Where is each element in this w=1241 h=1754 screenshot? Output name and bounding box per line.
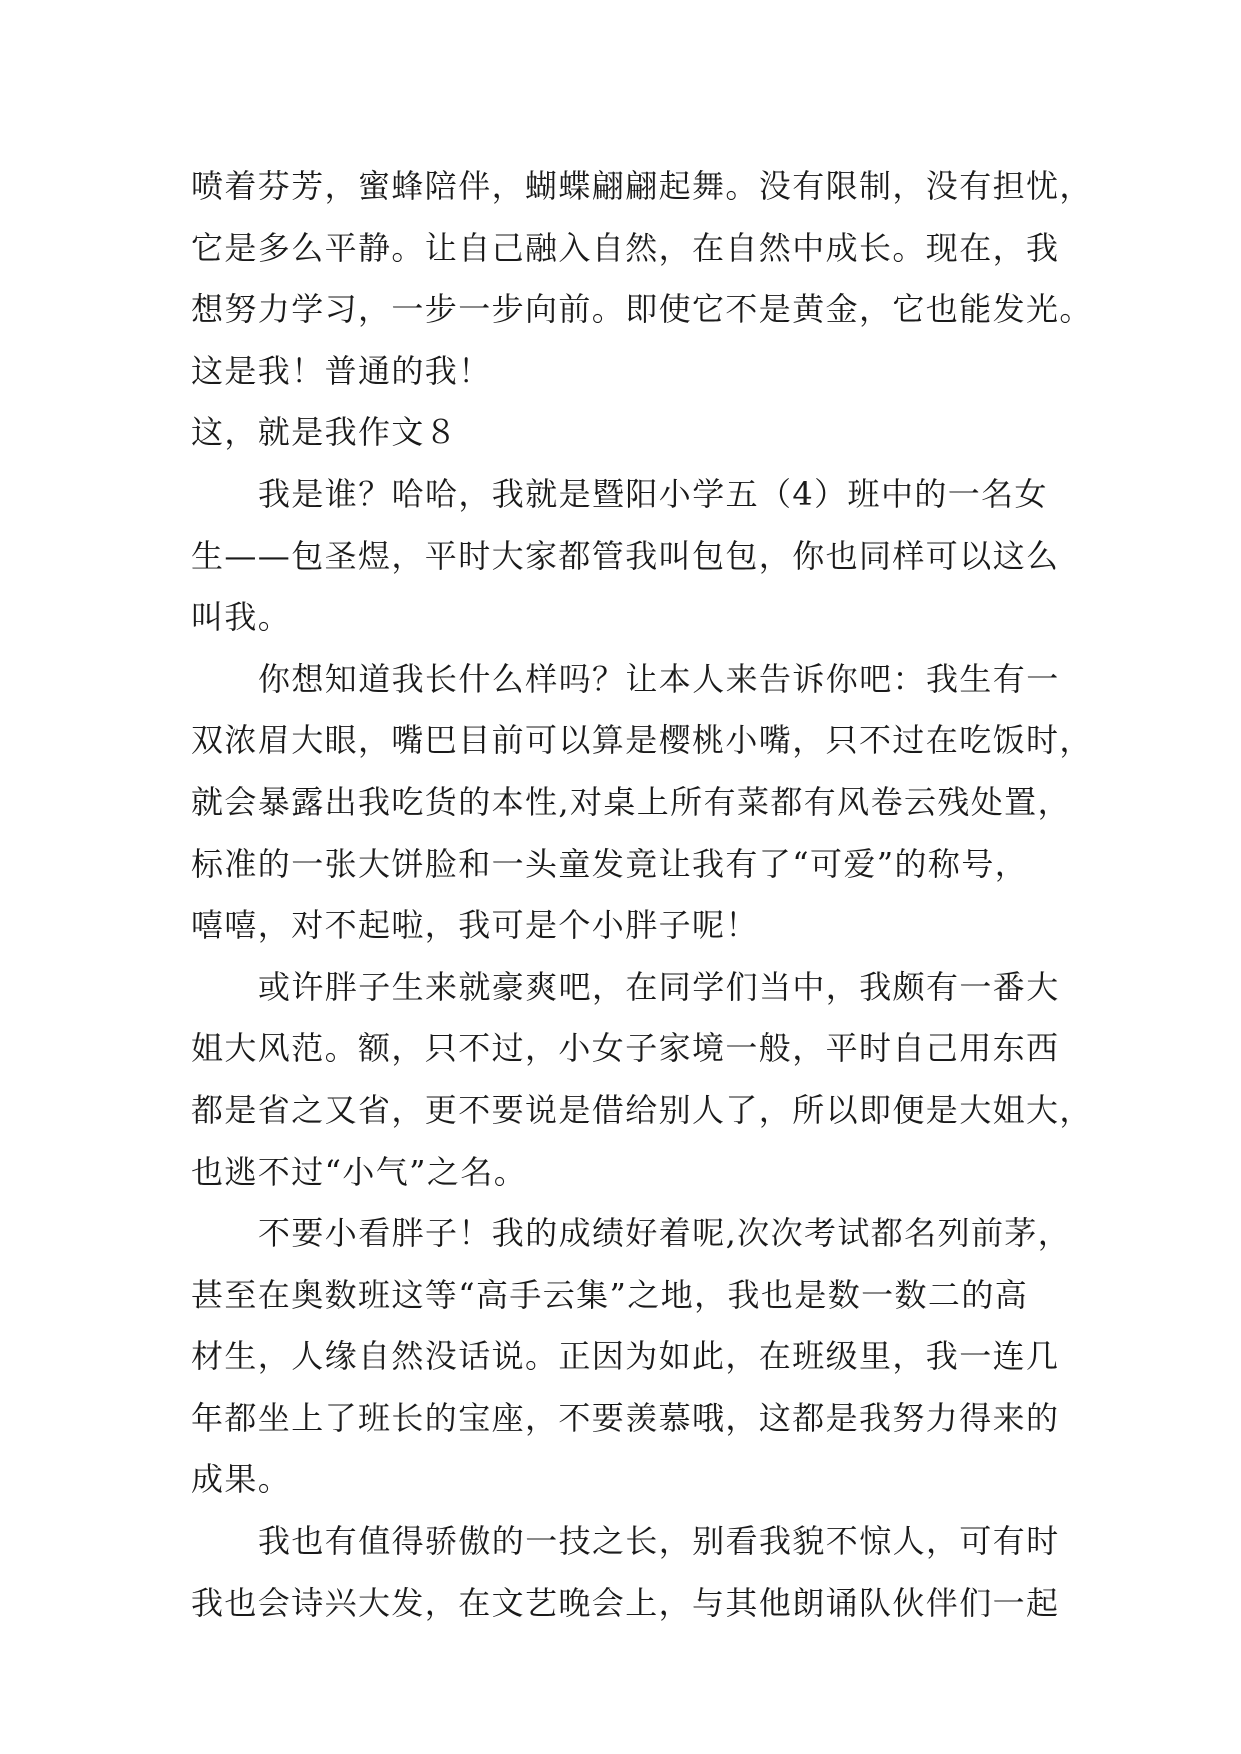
text-line: 也逃不过“小气”之名。 — [191, 1152, 528, 1191]
text-line: 材生，人缘自然没话说。正因为如此，在班级里，我一连几 — [191, 1337, 1060, 1376]
paragraph-first-line: 或许胖子生来就豪爽吧，在同学们当中，我颇有一番大 — [258, 967, 1060, 1006]
text-line: 嘻嘻，对不起啦，我可是个小胖子呢！ — [191, 906, 759, 945]
text-line: 年都坐上了班长的宝座，不要羡慕哦，这都是我努力得来的 — [191, 1398, 1060, 1437]
text-line: 这是我！普通的我！ — [191, 351, 492, 390]
text-line: 喷着芬芳，蜜蜂陪伴，蝴蝶翩翩起舞。没有限制，没有担忧， — [191, 167, 1093, 205]
paragraph-first-line: 你想知道我长什么样吗？让本人来告诉你吧：我生有一 — [258, 659, 1060, 698]
text-line: 生——包圣煜，平时大家都管我叫包包，你也同样可以这么 — [191, 536, 1060, 575]
text-line: 都是省之又省，更不要说是借给别人了，所以即便是大姐大， — [191, 1090, 1093, 1129]
text-line: 就会暴露出我吃货的本性,对桌上所有菜都有风卷云残处置， — [191, 782, 1071, 821]
document-body — [191, 156, 1093, 1634]
text-line: 它是多么平静。让自己融入自然，在自然中成长。现在，我 — [191, 228, 1060, 267]
text-line: 我也会诗兴大发，在文艺晚会上，与其他朗诵队伙伴们一起 — [191, 1583, 1060, 1622]
section-heading: 这，就是我作文８ — [191, 413, 459, 452]
text-line: 想努力学习，一步一步向前。即使它不是黄金，它也能发光。 — [191, 290, 1093, 329]
paragraph-first-line: 我是谁？哈哈，我就是暨阳小学五（4）班中的一名女 — [258, 474, 1048, 513]
text-line: 标准的一张大饼脸和一头童发竟让我有了“可爱”的称号， — [191, 844, 1029, 883]
text-line: 成果。 — [191, 1460, 292, 1499]
text-line: 甚至在奥数班这等“高手云集”之地，我也是数一数二的高 — [191, 1275, 1029, 1314]
paragraph-first-line: 不要小看胖子！我的成绩好着呢,次次考试都名列前茅， — [258, 1214, 1072, 1253]
paragraph-first-line: 我也有值得骄傲的一技之长，别看我貌不惊人，可有时 — [258, 1522, 1060, 1561]
text-line: 姐大风范。额，只不过，小女子家境一般，平时自己用东西 — [191, 1029, 1060, 1068]
text-line: 叫我。 — [191, 598, 292, 637]
text-line: 双浓眉大眼，嘴巴目前可以算是樱桃小嘴，只不过在吃饭时， — [191, 721, 1093, 760]
